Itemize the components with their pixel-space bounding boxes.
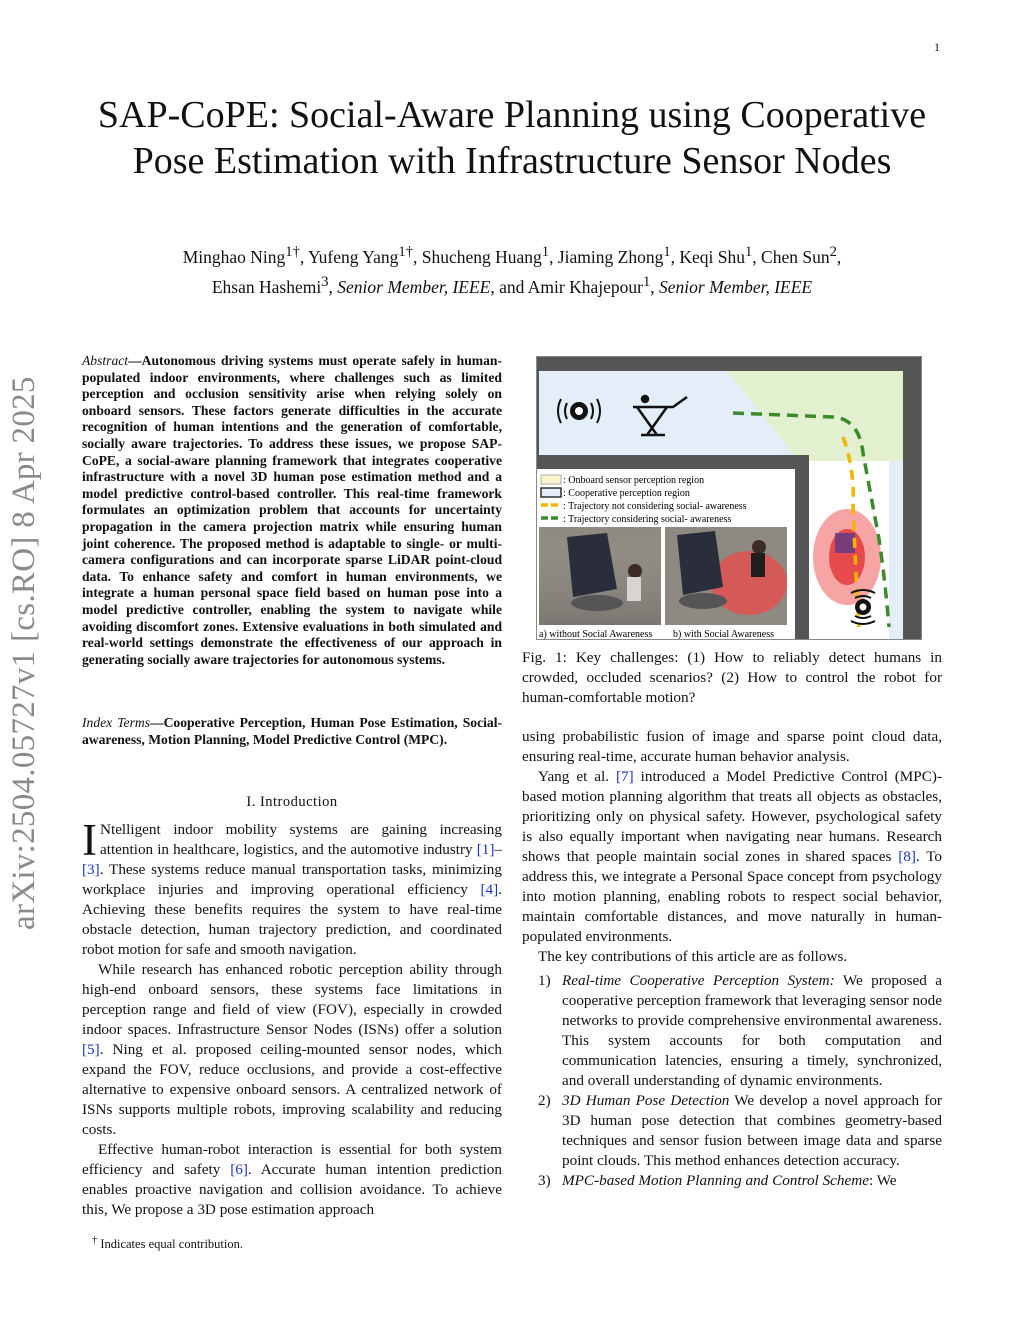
author-role: Senior Member, IEEE (659, 276, 813, 297)
paragraph-text: Effective human-robot interaction is essential for both system efficiency and safety (82, 1141, 502, 1178)
contribution-title: 3D Human Pose Detection (562, 1092, 730, 1109)
index-terms (82, 715, 502, 748)
contribution-text: We develop a novel approach for 3D human pose detection that combines geometry-based techniques and sensor fusion between image data and sparse point clouds. This method enhances detection accuracy. (562, 1092, 942, 1169)
section-heading: I. Introduction (246, 794, 338, 810)
paragraph-text: . To address this, we integrate a Personal Space concept from psychology into motion planning, enabling robots to respect social behavior, maintain comfortable distances, and move naturally in human-populated environments. (522, 848, 943, 945)
author-line-1 (80, 240, 944, 270)
paragraph (82, 960, 502, 1140)
contributions-list (522, 971, 942, 1191)
paragraph-text: . Achieving these benefits requires the system to have real-time obstacle detection, human trajectory prediction, and coordinated robot motion for safe and smooth navigation. (82, 881, 502, 958)
photo-with-social-awareness (665, 527, 787, 625)
author-affiliation: 2 (829, 244, 837, 260)
author-list (80, 240, 944, 300)
paragraph-text: . These systems reduce manual transportation tasks, minimizing workplace injuries and improving operational efficiency (82, 861, 502, 898)
photo-caption-a: a) without Social Awareness (539, 629, 653, 640)
photo-without-social-awareness (539, 527, 661, 625)
author-affiliation: 1† (285, 244, 300, 260)
page-number: 1 (934, 40, 940, 54)
abstract-text: —Autonomous driving systems must operate safely in human-populated indoor environments, where challenges such as limited perception and occlusion sensitivity arise when relying solely on onboard sensors. These factors generate difficulties in the accurate recognition of human intentions and the generation of comfortable, socially aware trajectories. To address these issues, we propose SAP-CoPE, a social-aware planning framework that integrates cooperative infrastructure with a novel 3D human pose estimation method and a model predictive control-based controller. This real-time framework formulates an optimization problem that accounts for uncertainty propagation in the camera projection matrix while ensuring human joint coherence. The proposed method is adaptable to single- or multi-camera configurations and can incorporate sparse LiDAR point-cloud data. To enhance safety and comfort in human environments, we integrate a human personal space field based on human pose into a model predictive controller, enabling the system to navigate while avoiding discomfort zones. Extensive evaluations in both simulated and real-world settings demonstrate the effectiveness of our approach in generating socially aware trajectories for autonomous systems. (82, 353, 502, 667)
paragraph (82, 1140, 502, 1220)
author-affiliation: 1 (541, 244, 550, 260)
paragraph: using probabilistic fusion of image and sparse point cloud data, ensuring real-time, accurate human behavior analysis. (522, 728, 942, 765)
paragraph-text: introduced a Model Predictive Control (MPC)-based motion planning algorithm that treats all objects as obstacles, prioritizing only on physical safety. However, psychological safety is also equally important when navigating near humans. Research shows that people maintain social zones in shared spaces (522, 768, 943, 865)
wall-left (537, 371, 539, 455)
author-affiliation: 1† (398, 244, 413, 260)
introduction-body (82, 815, 502, 1220)
human-icon (835, 533, 855, 553)
paragraph-text: . Accurate human intention prediction enables proactive navigation and collision avoidance. To achieve this, We propose a 3D pose estimation approach (82, 1161, 502, 1218)
figure-1 (536, 356, 922, 640)
legend-label-nonsocial: : Trajectory not considering social- awareness (563, 501, 747, 512)
paragraph (82, 815, 502, 960)
author-name: Chen Sun (761, 246, 830, 267)
list-item (522, 1091, 942, 1171)
author-separator: , (670, 246, 680, 267)
photo-caption-b: b) with Social Awareness (673, 629, 775, 640)
author-affiliation: 1 (642, 273, 651, 290)
paragraph (522, 767, 942, 947)
index-terms-label: Index Terms (82, 715, 150, 730)
author-separator: , (836, 246, 842, 267)
citation-link[interactable]: [7] (615, 768, 634, 785)
paragraph-text: Yang et al. (538, 768, 616, 785)
contribution-text: : We (868, 1172, 897, 1189)
author-affiliation: 1 (663, 244, 671, 260)
paragraph-text: – (494, 841, 502, 858)
contribution-title: MPC-based Motion Planning and Control Scheme (562, 1172, 869, 1189)
contribution-text: We proposed a cooperative perception framework that leveraging sensor node networks to provide comprehensive environmental awareness. This system accounts for both computation and communication latencies, ensuring a timely, synchronized, and overall understanding of dynamic environments. (562, 972, 942, 1089)
footnote-text: Indicates equal contribution. (97, 1237, 243, 1252)
list-number: 1) (538, 972, 551, 989)
index-terms-text: —Cooperative Perception, Human Pose Estimation, Social-awareness, Motion Planning, Model Predictive Control (MPC). (82, 715, 502, 747)
author-name: Minghao Ning (182, 246, 286, 267)
legend-swatch-onboard (541, 475, 561, 484)
legend-swatch-cooperative (541, 488, 561, 497)
list-item (522, 1171, 942, 1191)
wall-middle (537, 455, 809, 469)
figure-illustration (537, 357, 922, 640)
footnote-mark: † (92, 1235, 98, 1246)
author-role: Senior Member, IEEE (337, 276, 491, 297)
paragraph-text: . Ning et al. proposed ceiling-mounted sensor nodes, which expand the FOV, reduce occlusions, and provide a cost-effective alternative to expensive onboard sensors. A centralized network of ISNs supports multiple robots, improving scalability and reducing costs. (82, 1041, 502, 1138)
wall-top (537, 357, 922, 371)
citation-link[interactable]: [8] (898, 848, 916, 865)
wall-inner (795, 455, 809, 640)
author-separator: , (412, 246, 422, 267)
citation-link[interactable]: [5] (82, 1041, 100, 1058)
author-name: Yufeng Yang (307, 246, 399, 267)
legend-label-onboard: : Onboard sensor perception region (563, 475, 705, 486)
author-affiliation: 1 (745, 244, 753, 260)
author-affiliation: 3 (321, 273, 329, 290)
list-number: 3) (538, 1172, 551, 1189)
author-name: Keqi Shu (679, 246, 745, 267)
right-column-body (522, 727, 942, 1191)
contribution-title: Real-time Cooperative Perception System: (562, 972, 835, 989)
author-name: Amir Khajepour (527, 276, 643, 297)
author-separator: , (549, 246, 558, 267)
abstract (82, 353, 502, 668)
author-name: Jiaming Zhong (557, 246, 664, 267)
arxiv-identifier: arXiv:2504.05727v1 [cs.RO] 8 Apr 2025 (6, 376, 42, 930)
paper-title: SAP-CoPE: Social-Aware Planning using Cooperative Pose Estimation with Infrastructure Sensor Nodes (97, 94, 927, 182)
author-line-2: Ehsan Hashemi$^3$, Senior Member, IEEE, and Amir Khajepour$^1$, Senior Member, IEEE (211, 273, 813, 297)
paragraph-text: While research has enhanced robotic perception ability through high-end onboard sensors, these systems face limitations in perception range and field of view (FOV), especially in crowded indoor spaces. Infrastructure Sensor Nodes (ISNs) offer a solution (82, 961, 502, 1038)
citation-link[interactable]: [6] (230, 1161, 248, 1178)
author-conjunction: , and (490, 276, 528, 297)
list-number: 2) (538, 1092, 551, 1109)
citation-link[interactable]: [3] (82, 861, 100, 878)
drop-cap: I (82, 815, 97, 865)
citation-link[interactable]: [1] (476, 841, 495, 858)
citation-link[interactable]: [4] (480, 881, 499, 898)
author-separator: , (752, 246, 762, 267)
paragraph: The key contributions of this article are as follows. (538, 948, 848, 965)
author-separator: , (299, 246, 308, 267)
legend-label-cooperative: : Cooperative perception region (563, 488, 690, 499)
list-item (522, 971, 942, 1091)
footnote (92, 1235, 243, 1252)
wall-right (903, 357, 922, 640)
author-name: Ehsan Hashemi (211, 276, 322, 297)
legend-label-social: : Trajectory considering social- awareness (563, 514, 732, 525)
figure-caption: Fig. 1: Key challenges: (1) How to reliably detect humans in crowded, occluded scenarios? (2) How to control the robot for human-comfortable motion? (522, 649, 942, 706)
abstract-label: Abstract (82, 353, 129, 368)
paragraph-text: Ntelligent indoor mobility systems are gaining increasing attention in healthcare, logistics, and the automotive industry (100, 821, 502, 858)
author-name: Shucheng Huang (421, 246, 542, 267)
